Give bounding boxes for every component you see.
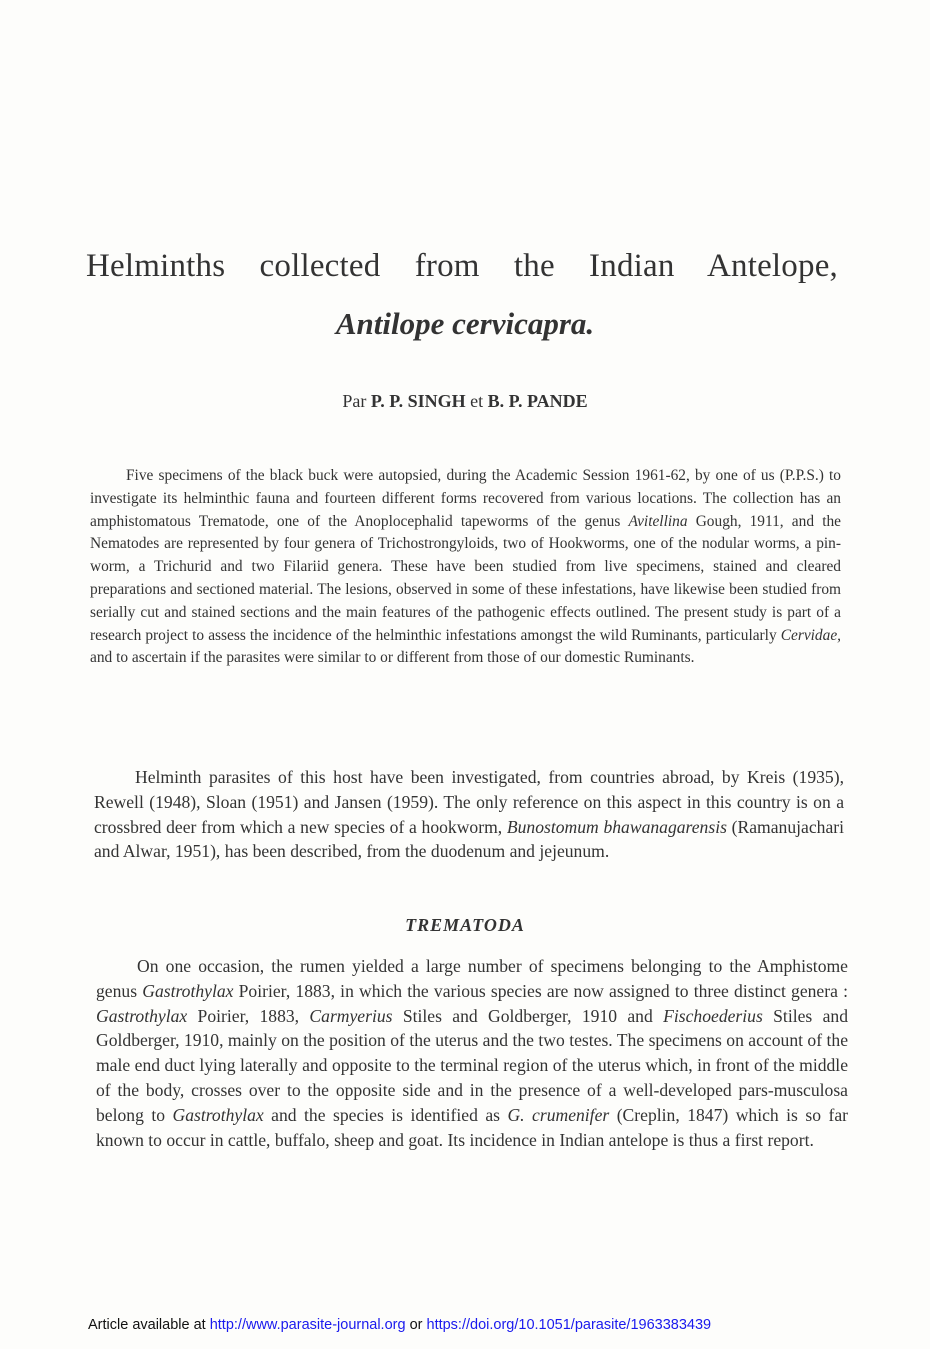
trematoda-text-5: Stiles and Goldberger, 1910, mainly on the position of the uterus and the two testes. The specimens on account of the male end duct lying laterally and opposite to the terminal region of the uterus which, in front of the middle of the body, crosses over to the opposite side and in the presence of a well-developed pars-musculosa belong to: [96, 1005, 848, 1125]
section-heading: TREMATODA: [405, 915, 525, 935]
trematoda-text-3: Poirier, 1883,: [187, 1005, 310, 1026]
trematoda-genus-4: Fischoederius: [663, 1005, 763, 1026]
abstract-text-3: and to ascertain if the parasites were similar to or different from those of our domestic Ruminants.: [90, 649, 695, 667]
author-1: P. P. SINGH: [370, 391, 466, 411]
trematoda-text-4: Stiles and Goldberger, 1910 and: [392, 1005, 664, 1026]
intro-text-2: (Ramanujachari and Alwar, 1951), has been described, from the duodenum and jejeunum.: [94, 816, 844, 862]
trematoda-genus-5: Gastrothylax: [172, 1104, 264, 1125]
trematoda-text-6: and the species is identified as: [263, 1104, 508, 1125]
abstract-genus: Avitellina: [628, 512, 688, 530]
trematoda-text-2: Poirier, 1883, in which the various species are now assigned to three distinct genera :: [233, 980, 848, 1001]
abstract-family: Cervidae,: [780, 626, 841, 644]
intro-species: Bunostomum bhawanagarensis: [506, 816, 727, 837]
author-conjunction: et: [470, 391, 484, 411]
article-subtitle-species: Antilope cervicapra.: [335, 306, 595, 341]
intro-text-1: Helminth parasites of this host have been investigated, from countries abroad, by Kreis (1935), Rewell (1948), Sloan (1951) and Jansen (1959). The only reference on this aspect in this country is on a crossbred deer from which a new species of a hookworm,: [94, 767, 844, 837]
trematoda-genus-3: Carmyerius: [309, 1005, 393, 1026]
intro-paragraph: [94, 765, 844, 864]
abstract-paragraph: [90, 465, 841, 670]
trematoda-genus-2: Gastrothylax: [96, 1005, 188, 1026]
author-2: B. P. PANDE: [487, 391, 588, 411]
trematoda-species: G. crumenifer: [507, 1104, 610, 1125]
trematoda-paragraph: [96, 954, 848, 1152]
trematoda-genus-1: Gastrothylax: [142, 980, 234, 1001]
abstract-text-1: Five specimens of the black buck were autopsied, during the Academic Session 1961-62, by one of us (P.P.S.) to investigate its helminthic fauna and fourteen different forms recovered from various locations. The collection has an amphistomatous Trematode, one of the Anoplocephalid tapeworms of the genus: [90, 467, 841, 530]
trematoda-text-1: On one occasion, the rumen yielded a large number of specimens belonging to the Amphistome genus: [96, 956, 848, 1001]
author-prefix: Par: [342, 391, 367, 411]
footer-prefix: Article available at: [88, 1317, 210, 1333]
author-line: [0, 391, 930, 412]
article-footer: [88, 1317, 711, 1333]
doi-link[interactable]: https://doi.org/10.1051/parasite/1963383439: [426, 1317, 712, 1333]
article-title: Helminths collected from the Indian Antelope,: [86, 248, 838, 284]
journal-link[interactable]: http://www.parasite-journal.org: [209, 1317, 406, 1333]
footer-or: or: [405, 1317, 427, 1333]
abstract-text-2: Gough, 1911, and the Nematodes are represented by four genera of Trichostrongyloids, two of Hookworms, one of the nodular worms, a pin-worm, a Trichurid and two Filariid genera. These have been studied from live specimens, stained and cleared preparations and sectioned material. The lesions, observed in some of these infestations, have likewise been studied from serially cut and stained sections and the main features of the pathogenic effects outlined. The present study is part of a research project to assess the incidence of the helminthic infestations amongst the wild Ruminants, particularly: [90, 512, 841, 644]
trematoda-text-7: (Creplin, 1847) which is so far known to occur in cattle, buffalo, sheep and goat. Its incidence in Indian antelope is thus a first report.: [96, 1104, 848, 1150]
